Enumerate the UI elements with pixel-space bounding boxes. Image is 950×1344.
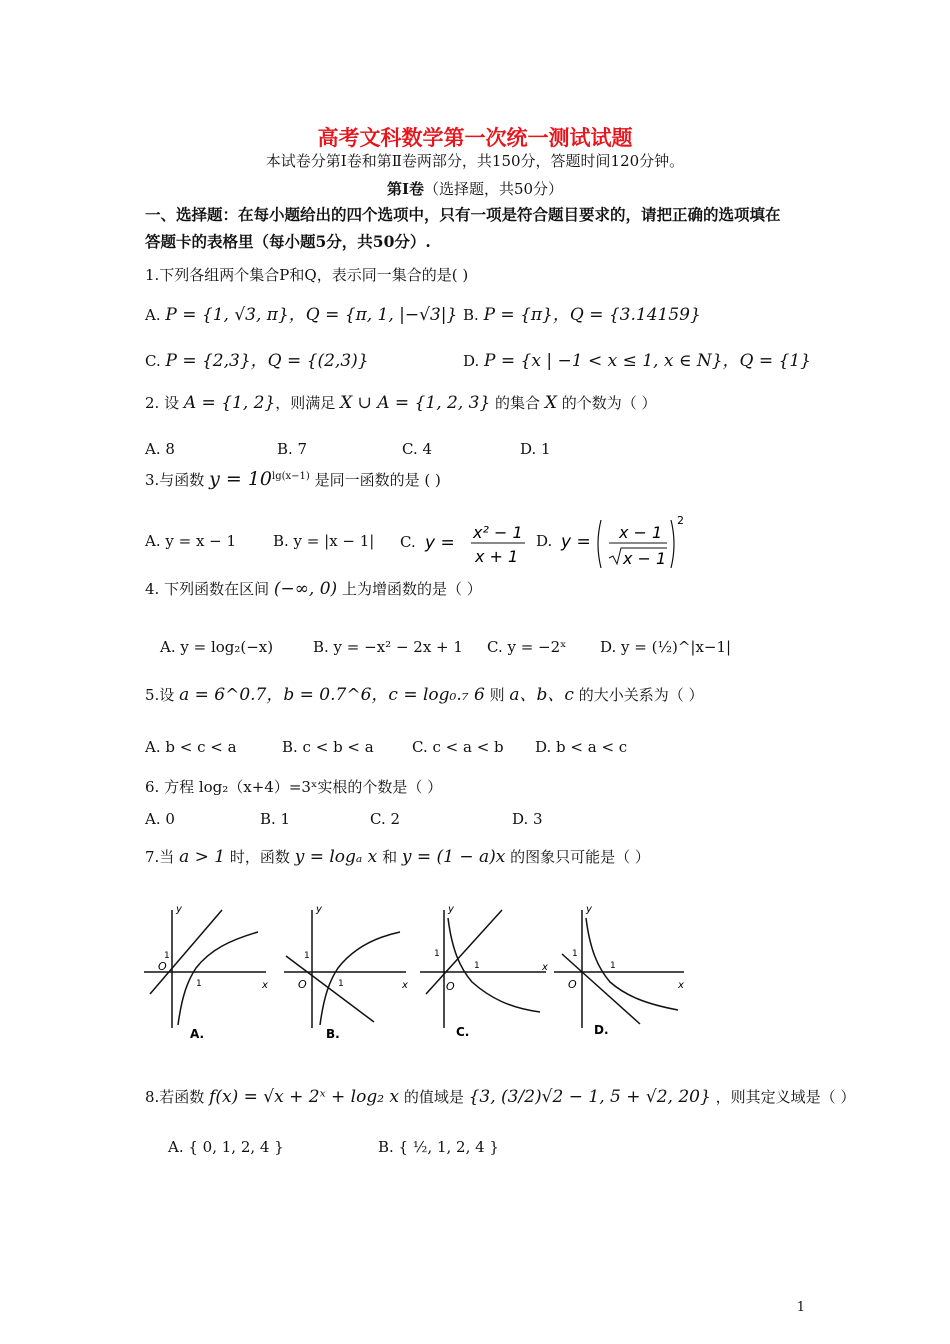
q8-stem-b: 的值域是 xyxy=(403,1088,464,1106)
q7-d-one-y: 1 xyxy=(572,949,578,959)
svg-text:x − 1: x − 1 xyxy=(623,549,667,568)
q5-defs: a = 6^0.7，b = 0.7^6，c = log₀.₇ 6 xyxy=(179,685,485,705)
q7-f1: y = logₐ x xyxy=(294,847,378,867)
svg-text:y =: y = xyxy=(424,533,455,553)
q7-c-one-y: 1 xyxy=(434,949,440,959)
q7-cond: a > 1 xyxy=(179,847,226,867)
q7-c-x-label: x xyxy=(542,962,548,973)
q4-stem-b: 上为增函数的是（ ） xyxy=(341,580,482,598)
q7-stem-a: 7.当 xyxy=(145,848,175,866)
q7-d-origin: O xyxy=(568,978,577,991)
q6-option-b: B. 1 xyxy=(260,810,291,828)
q7-graph-d xyxy=(554,904,684,1037)
q8-option-b: B. { ½, 1, 2, 4 } xyxy=(378,1138,499,1156)
q2-stem-c: 的集合 xyxy=(495,394,541,412)
section-heading xyxy=(0,178,950,199)
q7-stem-d: 的图象只可能是（ ） xyxy=(510,848,650,866)
q8-stem xyxy=(145,1086,855,1107)
q2-option-b: B. 7 xyxy=(277,440,308,458)
page-title: 高考文科数学第一次统一测试试题 xyxy=(317,125,633,150)
q6-option-d: D. 3 xyxy=(512,810,543,828)
svg-text:x² − 1: x² − 1 xyxy=(472,523,523,542)
q6-stem: 6. 方程 log₂（x+4）=3ˣ实根的个数是（ ） xyxy=(145,778,443,796)
page-number: 1 xyxy=(796,1300,805,1315)
q7-c-one-x: 1 xyxy=(474,961,480,971)
q3-c-label: C. xyxy=(400,533,416,551)
q7-d-one-x: 1 xyxy=(610,961,616,971)
q7-c-origin: O xyxy=(446,980,455,993)
exam-subtitle: 本试卷分第Ⅰ卷和第Ⅱ卷两部分，共150分，答题时间120分钟。 xyxy=(265,152,685,170)
q8-option-a: A. { 0, 1, 2, 4 } xyxy=(168,1138,284,1156)
q7-a-one-y: 1 xyxy=(164,951,170,961)
q3-func-exp: lg(x−1) xyxy=(272,471,310,482)
q5-option-c: C. c < a < b xyxy=(412,738,504,756)
q1-b-text: P = {π}，Q = {3.14159} xyxy=(483,305,701,325)
q8-stem-c: ，则其定义域是（ ） xyxy=(715,1088,856,1106)
q3-c-formula xyxy=(421,518,531,568)
q2-option-d: D. 1 xyxy=(520,440,551,458)
q3-option-d xyxy=(536,512,687,572)
q2-stem xyxy=(145,392,657,413)
q7-a-origin: O xyxy=(158,960,167,973)
section-label: 第Ⅰ卷 xyxy=(386,180,424,198)
q3-option-c xyxy=(400,518,531,568)
q5-stem-b: 则 xyxy=(489,686,505,704)
svg-text:2: 2 xyxy=(677,514,685,527)
q5-option-d: D. b < a < c xyxy=(535,738,628,756)
q7-graph-c xyxy=(420,904,548,1039)
q4-option-c: C. y = −2ˣ xyxy=(487,638,567,656)
q7-c-y-label: y xyxy=(448,904,454,915)
svg-text:y =: y = xyxy=(561,532,591,552)
q1-a-text: P = {1, √3, π}，Q = {π, 1, |−√3|} xyxy=(165,305,458,325)
q7-stem-c: 和 xyxy=(382,848,398,866)
q4-option-b: B. y = −x² − 2x + 1 xyxy=(313,638,463,656)
q5-stem-c: 的大小关系为（ ） xyxy=(578,686,704,704)
q1-option-b xyxy=(463,300,701,325)
q2-stem-a: 2. 设 xyxy=(145,394,180,412)
q8-func: f(x) = √x + 2ˣ + log₂ x xyxy=(209,1087,400,1107)
q4-stem-a: 4. 下列函数在区间 xyxy=(145,580,270,598)
q7-d-label: D. xyxy=(594,1023,609,1037)
instructions-line-1: 一、选择题：在每小题给出的四个选项中，只有一项是符合题目要求的，请把正确的选项填在 xyxy=(145,205,781,224)
section-note: （选择题，共50分） xyxy=(423,180,564,198)
q7-b-y-label: y xyxy=(316,904,322,915)
q4-stem xyxy=(145,578,482,599)
q7-a-one-x: 1 xyxy=(196,979,202,989)
q1-option-c xyxy=(145,346,369,371)
q1-option-a xyxy=(145,300,457,325)
q5-stem-a: 5.设 xyxy=(145,686,175,704)
q7-d-x-label: x xyxy=(678,980,684,991)
q1-c-label: C. xyxy=(145,352,161,370)
q8-range: {3, (3/2)√2 − 1, 5 + √2, 20} xyxy=(468,1087,711,1107)
q7-graphs xyxy=(140,900,700,1050)
svg-text:x + 1: x + 1 xyxy=(474,547,518,566)
q7-b-label: B. xyxy=(326,1027,340,1041)
q1-d-text: P = {x | −1 < x ≤ 1, x ∈ N}，Q = {1} xyxy=(484,351,811,371)
q3-d-label: D. xyxy=(536,532,553,550)
q2-option-a: A. 8 xyxy=(145,440,175,458)
q5-stem xyxy=(145,680,703,705)
q1-stem: 1.下列各组两个集合P和Q，表示同一集合的是( ) xyxy=(145,266,469,284)
q1-option-d xyxy=(463,346,811,371)
q7-b-origin: O xyxy=(298,978,307,991)
q7-c-label: C. xyxy=(456,1025,470,1039)
q6-option-a: A. 0 xyxy=(145,810,175,828)
q5-option-b: B. c < b < a xyxy=(282,738,374,756)
q7-b-one-y: 1 xyxy=(304,951,310,961)
q7-stem xyxy=(145,846,650,867)
svg-text:x − 1: x − 1 xyxy=(619,523,663,542)
q3-stem xyxy=(145,468,441,490)
q1-a-label: A. xyxy=(145,306,161,324)
q7-a-label: A. xyxy=(190,1027,205,1041)
q1-c-text: P = {2,3}，Q = {(2,3)} xyxy=(165,351,369,371)
q3-stem-b: 是同一函数的是 ( ) xyxy=(314,471,441,489)
instructions-line-2: 答题卡的表格里（每小题5分，共50分）. xyxy=(145,232,431,251)
q7-a-x-label: x xyxy=(262,980,268,991)
q8-stem-a: 8.若函数 xyxy=(145,1088,205,1106)
q2-option-c: C. 4 xyxy=(402,440,433,458)
q6-option-c: C. 2 xyxy=(370,810,401,828)
q2-var: X xyxy=(544,393,557,413)
q3-option-a: A. y = x − 1 xyxy=(145,532,237,550)
q3-d-formula xyxy=(557,512,687,572)
q2-set-a: A = {1, 2} xyxy=(183,393,276,413)
q7-f2: y = (1 − a)x xyxy=(401,847,506,867)
q5-abc: a、b、c xyxy=(509,685,574,705)
q1-b-label: B. xyxy=(463,306,479,324)
q2-stem-b: ，则满足 xyxy=(275,394,336,412)
q5-option-a: A. b < c < a xyxy=(145,738,237,756)
q7-graph-a xyxy=(144,904,268,1041)
q4-option-a: A. y = log₂(−x) xyxy=(160,638,274,656)
q7-d-y-label: y xyxy=(586,904,592,915)
q1-d-label: D. xyxy=(463,352,480,370)
q7-graph-b xyxy=(284,904,408,1041)
q3-func: y = 10 xyxy=(209,468,273,490)
q2-stem-d: 的个数为（ ） xyxy=(561,394,657,412)
q7-a-y-label: y xyxy=(176,904,182,915)
q7-b-one-x: 1 xyxy=(338,979,344,989)
q4-interval: (−∞, 0) xyxy=(273,579,338,599)
q4-option-d: D. y = (½)^|x−1| xyxy=(600,638,732,656)
q3-stem-a: 3.与函数 xyxy=(145,471,205,489)
q7-b-x-label: x xyxy=(402,980,408,991)
q7-stem-b: 时，函数 xyxy=(229,848,290,866)
q3-option-b: B. y = |x − 1| xyxy=(273,532,375,550)
q2-condition: X ∪ A = {1, 2, 3} xyxy=(340,393,491,413)
